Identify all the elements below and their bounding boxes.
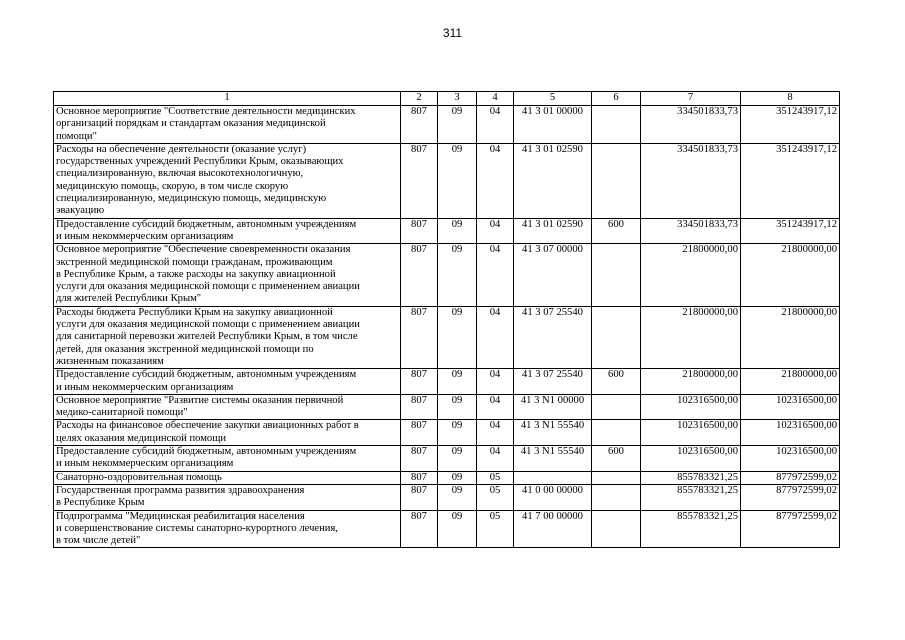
section-code-cell: 09 <box>438 143 477 218</box>
amount-year2-cell: 351243917,12 <box>741 143 840 218</box>
table-row <box>54 420 840 446</box>
amount-year1-cell: 21800000,00 <box>641 244 741 306</box>
ministry-code-cell: 807 <box>401 420 438 446</box>
header-row <box>54 92 840 106</box>
row-name-cell: Предоставление субсидий бюджетным, автономным учреждениям и иным некоммерческим организациям <box>54 369 401 395</box>
column-header: 4 <box>477 92 514 106</box>
subsection-code-cell: 04 <box>477 106 514 144</box>
target-article-cell: 41 3 07 25540 <box>514 306 592 368</box>
subsection-code-cell: 04 <box>477 306 514 368</box>
table-row <box>54 369 840 395</box>
amount-year1-cell: 21800000,00 <box>641 306 741 368</box>
subsection-code-cell: 04 <box>477 244 514 306</box>
expense-type-cell: 600 <box>592 369 641 395</box>
row-name-cell: Санаторно-оздоровительная помощь <box>54 471 401 484</box>
expense-type-cell <box>592 244 641 306</box>
subsection-code-cell: 04 <box>477 420 514 446</box>
amount-year1-cell: 334501833,73 <box>641 106 741 144</box>
amount-year1-cell: 334501833,73 <box>641 218 741 244</box>
row-name-cell: Государственная программа развития здравоохранения в Республике Крым <box>54 484 401 510</box>
target-article-cell <box>514 471 592 484</box>
target-article-cell: 41 3 N1 55540 <box>514 420 592 446</box>
row-name-cell: Основное мероприятие "Соответствие деятельности медицинских организаций порядкам и стандартам оказания медицинской помощи" <box>54 106 401 144</box>
section-code-cell: 09 <box>438 446 477 472</box>
table-row <box>54 218 840 244</box>
column-header: 1 <box>54 92 401 106</box>
target-article-cell: 41 3 01 02590 <box>514 218 592 244</box>
section-code-cell: 09 <box>438 306 477 368</box>
amount-year1-cell: 855783321,25 <box>641 484 741 510</box>
subsection-code-cell: 04 <box>477 369 514 395</box>
table-row <box>54 106 840 144</box>
expense-type-cell: 600 <box>592 218 641 244</box>
expense-type-cell: 600 <box>592 446 641 472</box>
amount-year2-cell: 351243917,12 <box>741 106 840 144</box>
target-article-cell: 41 7 00 00000 <box>514 510 592 548</box>
expense-type-cell <box>592 143 641 218</box>
column-header: 5 <box>514 92 592 106</box>
target-article-cell: 41 3 N1 00000 <box>514 394 592 420</box>
table-row <box>54 143 840 218</box>
section-code-cell: 09 <box>438 394 477 420</box>
section-code-cell: 09 <box>438 420 477 446</box>
amount-year1-cell: 855783321,25 <box>641 510 741 548</box>
expense-type-cell <box>592 510 641 548</box>
expense-type-cell <box>592 420 641 446</box>
table-row <box>54 471 840 484</box>
row-name-cell: Расходы на обеспечение деятельности (оказание услуг) государственных учреждений Республики Крым, оказывающих специализированную, включая высокотехнологичную, медицинскую помощь, скорую, в том числе скорую специализированную, медицинскую помощь, медицинскую эвакуацию <box>54 143 401 218</box>
ministry-code-cell: 807 <box>401 471 438 484</box>
row-name-cell: Подпрограмма "Медицинская реабилитация населения и совершенствование системы санаторно-курортного лечения, в том числе детей" <box>54 510 401 548</box>
page-number: 311 <box>442 26 463 40</box>
subsection-code-cell: 04 <box>477 446 514 472</box>
amount-year1-cell: 21800000,00 <box>641 369 741 395</box>
ministry-code-cell: 807 <box>401 394 438 420</box>
row-name-cell: Предоставление субсидий бюджетным, автономным учреждениям и иным некоммерческим организациям <box>54 218 401 244</box>
section-code-cell: 09 <box>438 106 477 144</box>
section-code-cell: 09 <box>438 244 477 306</box>
target-article-cell: 41 3 01 02590 <box>514 143 592 218</box>
amount-year2-cell: 21800000,00 <box>741 369 840 395</box>
amount-year2-cell: 102316500,00 <box>741 420 840 446</box>
table-row <box>54 510 840 548</box>
expense-type-cell <box>592 306 641 368</box>
subsection-code-cell: 04 <box>477 394 514 420</box>
ministry-code-cell: 807 <box>401 484 438 510</box>
target-article-cell: 41 0 00 00000 <box>514 484 592 510</box>
target-article-cell: 41 3 N1 55540 <box>514 446 592 472</box>
subsection-code-cell: 04 <box>477 218 514 244</box>
ministry-code-cell: 807 <box>401 369 438 395</box>
ministry-code-cell: 807 <box>401 244 438 306</box>
row-name-cell: Расходы на финансовое обеспечение закупки авиационных работ в целях оказания медицинской помощи <box>54 420 401 446</box>
target-article-cell: 41 3 07 00000 <box>514 244 592 306</box>
subsection-code-cell: 04 <box>477 143 514 218</box>
amount-year2-cell: 102316500,00 <box>741 394 840 420</box>
row-name-cell: Предоставление субсидий бюджетным, автономным учреждениям и иным некоммерческим организациям <box>54 446 401 472</box>
expense-type-cell <box>592 394 641 420</box>
ministry-code-cell: 807 <box>401 218 438 244</box>
ministry-code-cell: 807 <box>401 446 438 472</box>
column-header: 3 <box>438 92 477 106</box>
amount-year1-cell: 102316500,00 <box>641 394 741 420</box>
target-article-cell: 41 3 01 00000 <box>514 106 592 144</box>
amount-year2-cell: 21800000,00 <box>741 306 840 368</box>
column-header: 7 <box>641 92 741 106</box>
table-row <box>54 484 840 510</box>
column-header: 8 <box>741 92 840 106</box>
expense-type-cell <box>592 471 641 484</box>
section-code-cell: 09 <box>438 218 477 244</box>
target-article-cell: 41 3 07 25540 <box>514 369 592 395</box>
amount-year2-cell: 102316500,00 <box>741 446 840 472</box>
budget-table <box>53 91 840 548</box>
subsection-code-cell: 05 <box>477 484 514 510</box>
expense-type-cell <box>592 484 641 510</box>
amount-year2-cell: 877972599,02 <box>741 471 840 484</box>
section-code-cell: 09 <box>438 510 477 548</box>
table-row <box>54 306 840 368</box>
row-name-cell: Основное мероприятие "Развитие системы оказания первичной медико-санитарной помощи" <box>54 394 401 420</box>
section-code-cell: 09 <box>438 471 477 484</box>
row-name-cell: Основное мероприятие "Обеспечение своевременности оказания экстренной медицинской помощи гражданам, проживающим в Республике Крым, а также расходы на закупку авиационной услуги для оказания медицинской помощи с применением авиации для жителей Республики Крым" <box>54 244 401 306</box>
amount-year2-cell: 877972599,02 <box>741 484 840 510</box>
section-code-cell: 09 <box>438 369 477 395</box>
table-row <box>54 394 840 420</box>
ministry-code-cell: 807 <box>401 306 438 368</box>
amount-year2-cell: 351243917,12 <box>741 218 840 244</box>
ministry-code-cell: 807 <box>401 143 438 218</box>
amount-year1-cell: 102316500,00 <box>641 420 741 446</box>
ministry-code-cell: 807 <box>401 510 438 548</box>
amount-year1-cell: 855783321,25 <box>641 471 741 484</box>
table-row <box>54 244 840 306</box>
amount-year2-cell: 21800000,00 <box>741 244 840 306</box>
column-header: 2 <box>401 92 438 106</box>
table-row <box>54 446 840 472</box>
column-header: 6 <box>592 92 641 106</box>
row-name-cell: Расходы бюджета Республики Крым на закупку авиационной услуги для оказания медицинской помощи с применением авиации для санитарной перевозки жителей Республики Крым, в том числе детей, для оказания экстренной медицинской помощи по жизненным показаниям <box>54 306 401 368</box>
amount-year2-cell: 877972599,02 <box>741 510 840 548</box>
amount-year1-cell: 102316500,00 <box>641 446 741 472</box>
amount-year1-cell: 334501833,73 <box>641 143 741 218</box>
subsection-code-cell: 05 <box>477 471 514 484</box>
subsection-code-cell: 05 <box>477 510 514 548</box>
section-code-cell: 09 <box>438 484 477 510</box>
ministry-code-cell: 807 <box>401 106 438 144</box>
expense-type-cell <box>592 106 641 144</box>
